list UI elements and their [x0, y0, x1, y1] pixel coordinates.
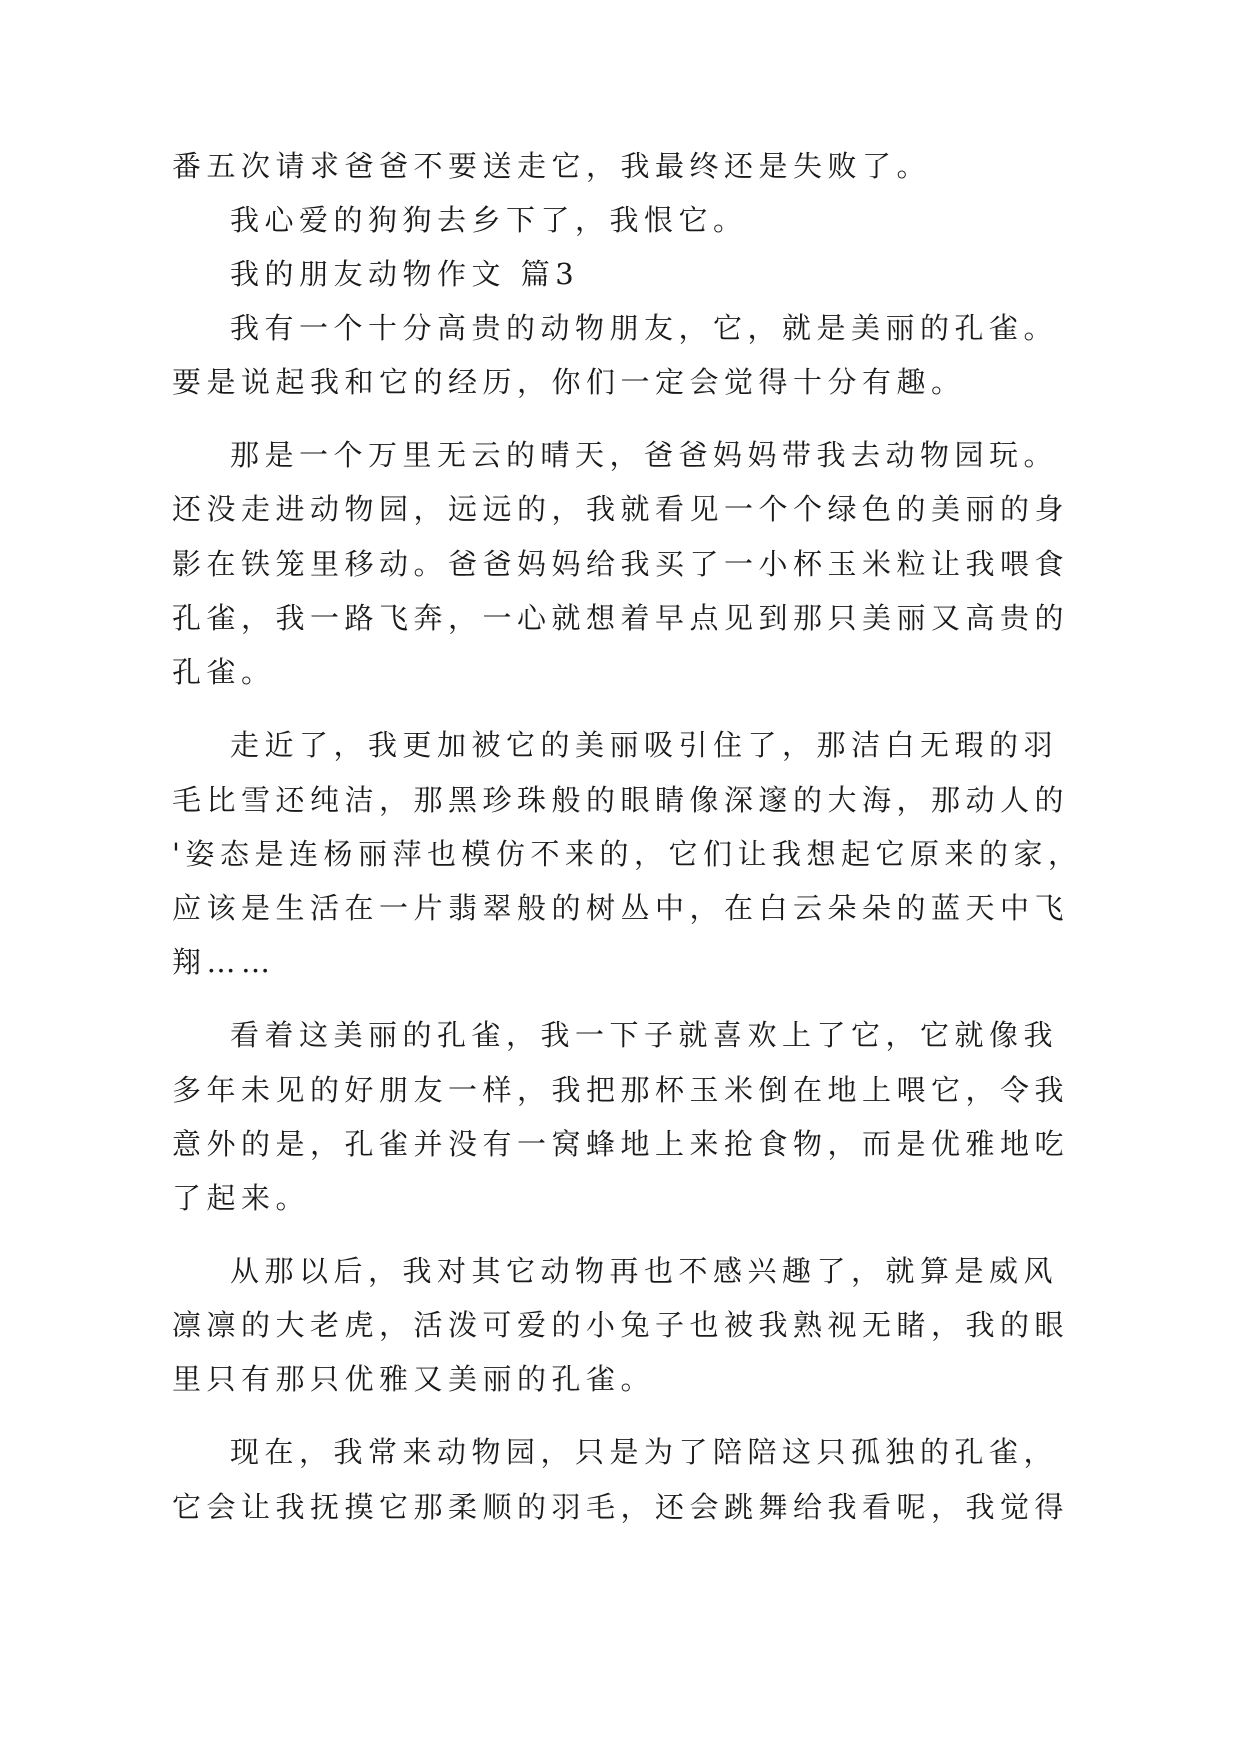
text-line: 凛凛的大老虎，活泼可爱的小兔子也被我熟视无睹，我的眼 — [172, 1308, 1070, 1342]
text-line: 了起来。 — [172, 1181, 311, 1215]
text-line: 毛比雪还纯洁，那黑珍珠般的眼睛像深邃的大海，那动人的 — [172, 783, 1070, 817]
text-line: 我心爱的狗狗去乡下了，我恨它。 — [230, 203, 748, 237]
text-line: 里只有那只优雅又美丽的孔雀。 — [172, 1362, 656, 1396]
text-line: 那是一个万里无云的晴天，爸爸妈妈带我去动物园玩。 — [230, 438, 1059, 472]
text-line: 现在，我常来动物园，只是为了陪陪这只孤独的孔雀， — [230, 1435, 1059, 1469]
text-line: 从那以后，我对其它动物再也不感兴趣了，就算是威风 — [230, 1254, 1059, 1288]
text-line: '姿态是连杨丽萍也模仿不来的，它们让我想起它原来的家， — [172, 837, 1083, 871]
text-line: 孔雀。 — [172, 655, 276, 689]
text-line: 它会让我抚摸它那柔顺的羽毛，还会跳舞给我看呢，我觉得 — [172, 1490, 1070, 1524]
text-line: 还没走进动物园，远远的，我就看见一个个绿色的美丽的身 — [172, 492, 1070, 526]
text-line: 看着这美丽的孔雀，我一下子就喜欢上了它，它就像我 — [230, 1018, 1059, 1052]
text-line: 影在铁笼里移动。爸爸妈妈给我买了一小杯玉米粒让我喂食 — [172, 547, 1070, 581]
text-line: 应该是生活在一片翡翠般的树丛中，在白云朵朵的蓝天中飞 — [172, 891, 1070, 925]
text-line: 要是说起我和它的经历，你们一定会觉得十分有趣。 — [172, 365, 966, 399]
text-line: 走近了，我更加被它的美丽吸引住了，那洁白无瑕的羽 — [230, 728, 1059, 762]
text-line: 翔…… — [172, 945, 276, 979]
text-line: 意外的是，孔雀并没有一窝蜂地上来抢食物，而是优雅地吃 — [172, 1127, 1070, 1161]
text-line: 我有一个十分高贵的动物朋友，它，就是美丽的孔雀。 — [230, 311, 1059, 345]
text-line: 孔雀，我一路飞奔，一心就想着早点见到那只美丽又高贵的 — [172, 601, 1070, 635]
section-heading: 我的朋友动物作文 篇3 — [230, 257, 580, 291]
text-line: 多年未见的好朋友一样，我把那杯玉米倒在地上喂它，令我 — [172, 1073, 1070, 1107]
text-line: 番五次请求爸爸不要送走它，我最终还是失败了。 — [172, 149, 932, 183]
